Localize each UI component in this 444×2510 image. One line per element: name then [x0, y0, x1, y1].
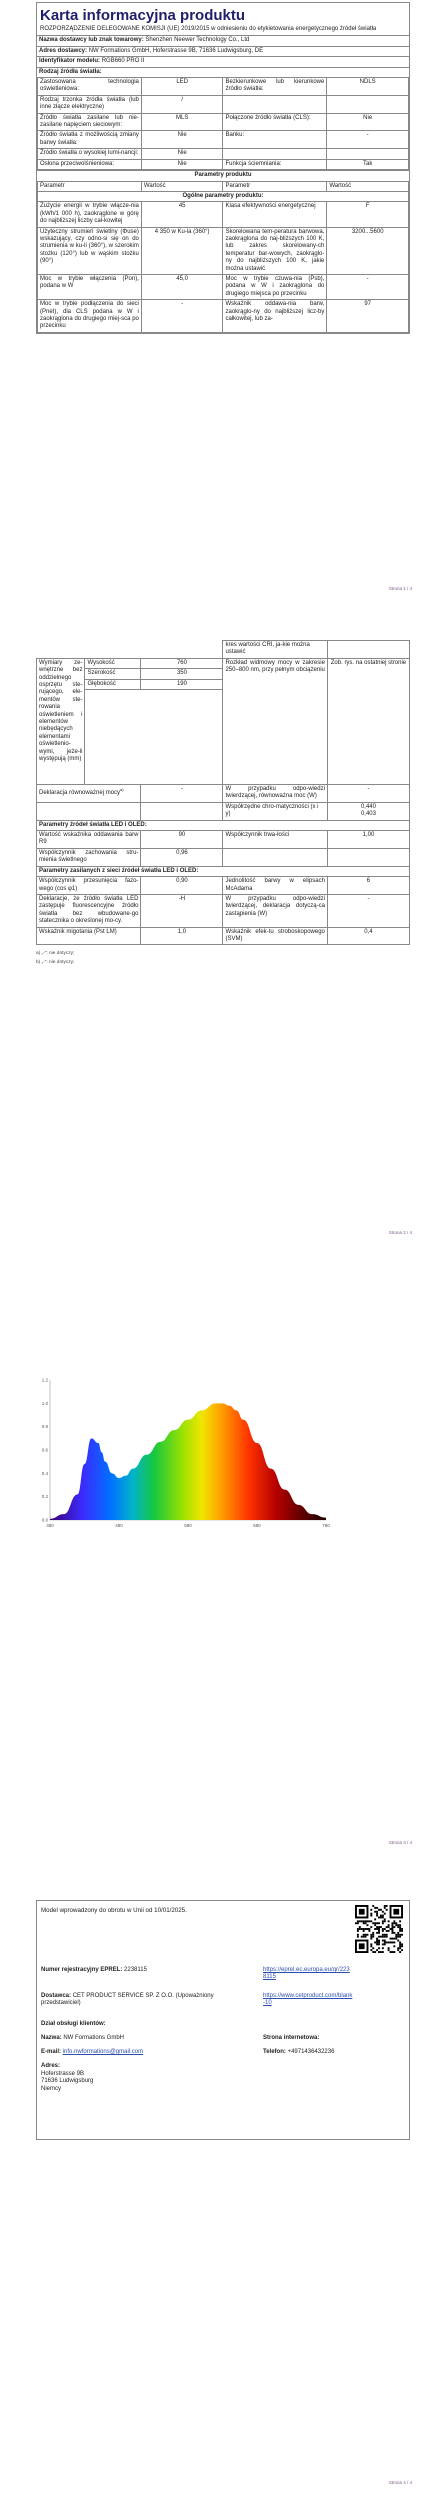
mains-param-value: 1,0	[141, 927, 223, 945]
page-4	[36, 1900, 412, 2485]
type-param-value-2: Tak	[327, 159, 409, 169]
general-param-label-2: Wskaźnik oddawa-nia barw, zaokrąglo-ny do najbliższej licz-by całkowitej, lub za-	[223, 300, 327, 333]
type-param-label-2: Połączone źródło światła (CLS):	[223, 113, 327, 131]
general-param-value: 45	[141, 202, 223, 227]
mains-param-value-2: 0,4	[327, 927, 409, 945]
mains-param-label: Wskaźnik migotania (Pst LM)	[37, 927, 141, 945]
y-tick-label: 1.0	[41, 1400, 48, 1406]
mains-param-value: -H	[141, 894, 223, 927]
general-param-label: Moc w trybie włączenia (Pon), podana w W	[38, 274, 142, 299]
page-title: Karta informacyjna produktu	[40, 7, 246, 24]
dims-row-1	[37, 658, 410, 668]
col-param-1: Parametr	[38, 181, 142, 191]
type-heading: Rodzaj źródła światła:	[39, 68, 102, 75]
type-param-value: Nie	[141, 159, 223, 169]
y-tick-label: 1.2	[41, 1377, 48, 1383]
general-row	[38, 202, 409, 227]
led-param-label-2: Współczynnik trwa-łości	[223, 831, 327, 849]
mains-param-label-2: Wskaźnik efek-tu stroboskopowego (SVM)	[223, 927, 327, 945]
page-number: Strona 1 / 4	[388, 586, 412, 591]
equivalent-power-row	[37, 785, 410, 803]
led-param-value-2	[327, 848, 409, 866]
general-param-value-2: 3200...5600	[327, 227, 409, 274]
general-param-value: 45,0	[141, 274, 223, 299]
led-param-label-2	[223, 848, 327, 866]
mains-param-label-2: Jednolitość barwy w elipsach McAdama	[223, 877, 327, 895]
equivalent-power-detail-value: -	[327, 785, 409, 803]
x-tick-label: 380	[46, 1523, 54, 1528]
type-row	[38, 78, 409, 96]
mains-row	[37, 877, 410, 895]
general-param-label-2: Klasa efektywności energetycznej	[223, 202, 327, 227]
name-value: NW Formations GmbH	[63, 2035, 125, 2041]
y-tick-label: 0.6	[41, 1447, 48, 1453]
type-row	[38, 113, 409, 131]
supplier-web-link[interactable]: https://www.cetproduct.com/blank-10	[263, 1993, 353, 2007]
y-tick-label: 0.2	[41, 1494, 48, 1500]
general-row	[38, 227, 409, 274]
type-param-value: Nie	[141, 131, 223, 149]
x-tick-label: 580	[184, 1523, 192, 1528]
customer-service-label: Dział obsługi klientów:	[41, 2021, 106, 2027]
params-heading: Parametry produktu	[37, 170, 409, 180]
dim-name: Szerokość	[85, 669, 141, 679]
page-number: Strona 3 / 4	[388, 1840, 412, 1845]
dims-label: Wymiary ze-wnętrzne bez oddzielnego osprzętu ste-rującego, ele-mentów ste-rowania oświetleniem i elementów niebędących elementami oświetlenio-wymi, jeże-li występują (mm)	[37, 658, 85, 784]
type-param-label-2	[223, 149, 327, 159]
eprel-value: 2238115	[124, 1967, 147, 1973]
col-value-1: Wartość	[141, 181, 223, 191]
mains-param-value-2: -	[327, 894, 409, 927]
led-param-value: 90	[141, 831, 223, 849]
page-4-frame	[36, 1900, 410, 2140]
y-tick-label: 0.4	[41, 1470, 48, 1476]
qr-code-icon	[355, 1905, 403, 1953]
general-param-label-2: Moc w trybie czuwa-nia (Psb), podana w W i zaokrąglona do drugiego miejsca po przecinku	[223, 274, 327, 299]
footnote-b: b) „-”: nie dotyczy;	[36, 960, 75, 966]
footnote-a: a) „-”: nie dotyczy;	[36, 951, 75, 957]
page-2	[36, 640, 412, 1235]
model-row	[37, 56, 409, 66]
dim-name: Głębokość	[85, 679, 141, 689]
dim-value: 190	[141, 679, 223, 689]
type-param-value-2: Nie	[327, 113, 409, 131]
dim-name: Wysokość	[85, 658, 141, 668]
supplier-row	[37, 35, 409, 45]
type-param-label: Rodzaj trzonka źródła światła (lub inne złącze elektryczne)	[38, 95, 142, 113]
type-param-label: Źródło światła z możliwością zmiany barwy światła:	[38, 131, 142, 149]
mains-row	[37, 894, 410, 927]
type-param-value-2	[327, 95, 409, 113]
general-row	[38, 300, 409, 333]
name-label: Nazwa:	[41, 2035, 62, 2041]
type-row	[38, 159, 409, 169]
dim-value: 350	[141, 669, 223, 679]
general-param-label-2: Skorelowana tem-peratura barwowa, zaokrąglona do naj-bliższych 100 K, lub zakres skorelowany-ch temperatur bar-wowych, zaokrąglo-ny do najbliższych 100 K, jakie można ustawić	[223, 227, 327, 274]
general-param-value: 4 350 w Ku-la (360°)	[141, 227, 223, 274]
market-intro: Model wprowadzony do obrotu w Unii od 10/01/2025.	[41, 1907, 187, 1914]
type-row	[38, 131, 409, 149]
mains-param-label: Współczynnik przesunięcia fazo-wego (cos φ1)	[37, 877, 141, 895]
page-1-frame	[36, 2, 410, 334]
spectrum-chart	[36, 1370, 336, 1540]
col-param-2: Parametr	[223, 181, 327, 191]
general-heading: Ogólne parametry produktu:	[38, 191, 409, 201]
type-param-value-2: NDLS	[327, 78, 409, 96]
mains-param-label: Deklaracje, że źródło światła LED zastępuje fluorescencyjne źródło światła bez wbudowane-go statecznika o określonej mo-cy.	[37, 894, 141, 927]
type-param-label: Źródło światła o wysokiej lumi-nancji:	[38, 149, 142, 159]
chromaticity-row	[37, 802, 410, 820]
type-heading-row	[37, 67, 409, 77]
web-label: Strona internetowa:	[263, 2035, 320, 2041]
general-param-value-2: F	[327, 202, 409, 227]
mains-param-value-2: 6	[327, 877, 409, 895]
mains-row	[37, 927, 410, 945]
mains-param-label-2: W przypadku odpo-wiedzi twierdzącej, deklaracja dotyczą-ca zastąpienia (W)	[223, 894, 327, 927]
phone-value: +4971436432236	[287, 2049, 335, 2055]
led-heading: Parametry źródeł światła LED i OLED:	[37, 820, 410, 830]
address-label: Adres dostawcy:	[39, 47, 88, 54]
type-param-label-2: Banku:	[223, 131, 327, 149]
x-tick-label: 480	[115, 1523, 123, 1528]
supplier-value: Shenzhen Neewer Technology Co., Ltd	[145, 37, 250, 44]
led-param-label: Wartość wskaźnika oddawania barw R9	[37, 831, 141, 849]
type-param-value: Nie	[141, 149, 223, 159]
type-param-label-2: Bezkierunkowe lub kierunkowe źródło światła:	[223, 78, 327, 96]
supplier-value: CET PRODUCT SERVICE SP. Z O.O. (Upoważniony przedstawiciel)	[41, 1993, 214, 2007]
dim-value: 760	[141, 658, 223, 668]
address-value: NW Formations GmbH, Hoferstrasse 9B, 71636 Ludwigsburg, DE	[88, 47, 264, 54]
type-row	[38, 149, 409, 159]
general-row	[38, 274, 409, 299]
type-param-label-2: Funkcja ściemniania:	[223, 159, 327, 169]
mains-heading: Parametry zasilanych z sieci źródeł światła LED i OLED:	[37, 866, 410, 876]
model-value: RGB660 PRO II	[101, 58, 145, 65]
type-param-value-2	[327, 149, 409, 159]
address-row	[37, 46, 409, 56]
y-tick-label: 0.8	[41, 1424, 48, 1430]
params-table	[37, 181, 409, 333]
page-number: Strona 2 / 4	[388, 1230, 412, 1235]
x-ticks	[46, 1523, 330, 1528]
model-label: Identyfikator modelu:	[39, 58, 101, 65]
led-row	[37, 831, 410, 849]
address-label: Adres:	[41, 2063, 61, 2069]
spectral-label: Rozkład widmowy mocy w zakresie 250–800 nm, przy pełnym obciążeniu	[223, 658, 327, 784]
supplier-label: Dostawca:	[41, 1993, 72, 1999]
email-label: E-mail:	[41, 2049, 62, 2055]
x-tick-label: 680	[253, 1523, 261, 1528]
type-row	[38, 95, 409, 113]
y-ticks	[42, 1378, 49, 1523]
led-param-value-2: 1,00	[327, 831, 409, 849]
type-param-value: /	[141, 95, 223, 113]
spectrum-area	[50, 1403, 326, 1520]
general-param-label: Użyteczny strumień świetlny (Φuse) wskazujący, czy odno-si się on do strumienia w ku-li (360°), w szerokim stożku (120°) lub w wąskim stożku (90°)	[38, 227, 142, 274]
type-param-value: MLS	[141, 113, 223, 131]
regulation-text: ROZPORZĄDZENIE DELEGOWANE KOMISJI (UE) 2019/2015 w odniesieniu do etykietowania energetycznego źródeł światła	[40, 26, 377, 32]
address-line-2: 71636 Ludwigsburg	[41, 2078, 94, 2085]
type-param-label-2	[223, 95, 327, 113]
address-line-3: Niemcy	[41, 2085, 62, 2092]
general-param-value-2: 97	[327, 300, 409, 333]
general-param-label: Moc w trybie podłączenia do sieci (Pnet), dla CLS podana w W i zaokrąglona do drugiego miej-sca po przecinku	[38, 300, 142, 333]
params-header-row	[38, 181, 409, 191]
general-param-value: -	[141, 300, 223, 333]
type-param-label: Zastosowana technologia oświetleniowa:	[38, 78, 142, 96]
type-param-value: LED	[141, 78, 223, 96]
general-param-label: Zużycie energii w trybie włącze-nia (kWh/1 000 h), zaokrąglone w górę do najbliższej liczby cał-kowitej	[38, 202, 142, 227]
chromaticity-value: 0,440 0,403	[327, 802, 409, 820]
cri-continuation: kres wartości CRI, ja-kie można ustawić	[223, 641, 327, 659]
led-param-label: Współczynnik zachowania stru-mienia świetlnego	[37, 848, 141, 866]
type-param-value-2: -	[327, 131, 409, 149]
led-param-value: 0,96	[141, 848, 223, 866]
col-value-2: Wartość	[327, 181, 409, 191]
equivalent-power-label: Deklaracja równoważnej mocy	[39, 790, 121, 797]
chromaticity-label: Współrzędne chro-matyczności (x i y)	[223, 802, 327, 820]
equivalent-power-value: -	[141, 785, 223, 803]
supplier-label: Nazwa dostawcy lub znak towarowy:	[39, 37, 144, 44]
footnote-ref: a)	[120, 787, 124, 793]
spectral-value: Zob. rys. na ostatniej stronie	[327, 658, 409, 784]
type-param-label: Źródło światła zasilane lub nie-zasilane napięciem sieciowym:	[38, 113, 142, 131]
y-tick-label: 0.0	[41, 1517, 48, 1523]
eprel-label: Numer rejestracyjny EPREL:	[41, 1967, 123, 1973]
equivalent-power-detail-label: W przypadku odpo-wiedzi twierdzącej, równoważna moc (W)	[223, 785, 327, 803]
page-1	[36, 2, 412, 591]
led-row	[37, 848, 410, 866]
x-tick-label: 780	[322, 1523, 330, 1528]
address-line-1: Hoferstrasse 9B	[41, 2070, 85, 2077]
email-link[interactable]: info.nwformations@gmail.com	[62, 2049, 144, 2055]
phone-label: Telefon:	[263, 2049, 286, 2055]
page-2-table	[36, 640, 410, 945]
mains-param-value: 0,90	[141, 877, 223, 895]
type-param-label: Osłona przeciwolśnieniowa:	[38, 159, 142, 169]
page-number: Strona 4 / 4	[388, 2480, 412, 2485]
general-param-value-2: -	[327, 274, 409, 299]
page-3	[36, 1370, 412, 1845]
eprel-link[interactable]: https://eprel.ec.europa.eu/qr/2238115	[263, 1967, 350, 1981]
type-table	[37, 77, 409, 170]
